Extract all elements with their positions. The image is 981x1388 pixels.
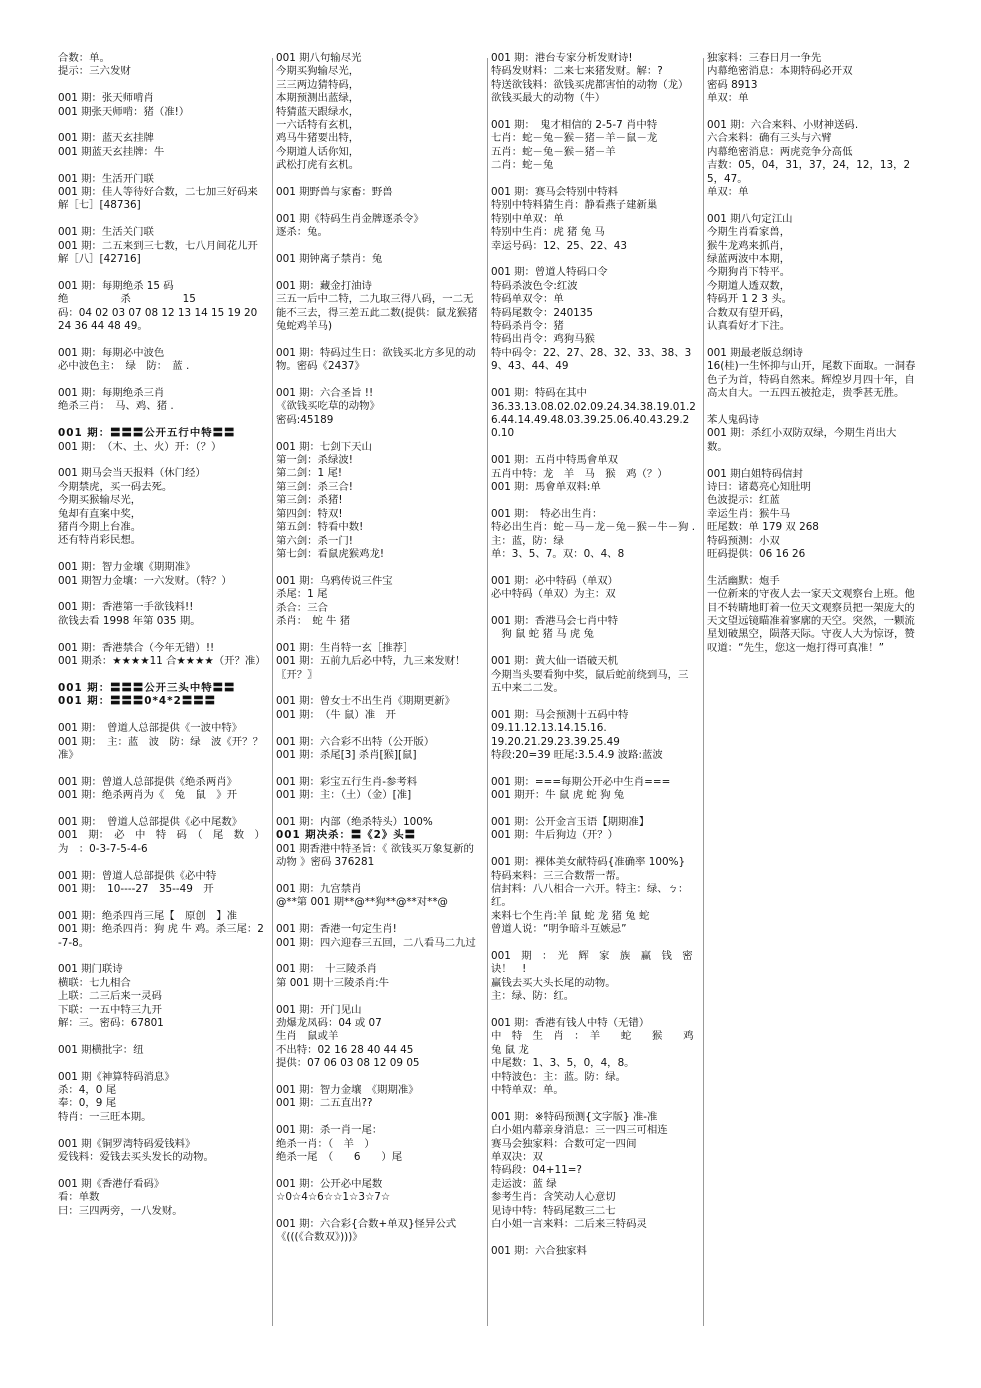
text-line: 主：蓝，防：绿 [491, 534, 564, 547]
text-line [276, 910, 482, 923]
text-line: 001 期：曾道人总部提供《绝杀两肖》 [58, 775, 237, 788]
text-line [491, 494, 697, 507]
text-line [58, 628, 266, 641]
text-line [491, 642, 697, 655]
text-line: 001 期 ： 光 辉 家 族 赢 钱 密诀！ ! [491, 950, 693, 976]
text-line: 001 期智力金壤：一六发财。（特？） [58, 574, 232, 587]
text-line: 001 期：九宫禁肖 [276, 882, 362, 895]
text-line: 001 期最老版总纲诗 [707, 346, 803, 359]
text-line: 001 期：裸体美女献特码{准确率 100%} [491, 856, 686, 869]
text-line: 单双：单 [707, 92, 749, 105]
text-line: 绝杀一尾 （ 6 ）尾 [276, 1151, 403, 1164]
text-line: 绝杀一肖：（ 羊 ） [276, 1137, 375, 1150]
text-line: 解［八］[42716] [58, 253, 141, 266]
text-line: 信封料：八八相合一六开。特主：绿、ㄅ：红。 [491, 882, 689, 909]
text-line: 001 期：每期绝杀三肖 [58, 387, 165, 400]
text-line: 001 期：六合圣旨 !! [276, 387, 374, 400]
text-line: 001 期张天师啃：猪（准!） [58, 105, 190, 118]
text-line: 生活幽默：炮手 [707, 574, 780, 587]
text-line [707, 334, 917, 347]
text-line [276, 950, 482, 963]
text-line: 特码发财料：二来七来猪发财。解：? [491, 65, 663, 78]
text-line: 001 期八句定江山 [707, 212, 793, 225]
text-line [276, 374, 482, 387]
text-line: 第 001 期十三陵杀肖:牛 [276, 976, 390, 989]
text-line: 001 期八句输尽光 [276, 52, 362, 64]
text-line: 001 期：赛马会特别中特料 [491, 186, 619, 199]
text-line: 特码杀肖令：猪 [491, 320, 564, 333]
text-line: 001 期香港中特圣旨：《 欲钱买万象复新的动物 》密码 376281 [276, 842, 474, 869]
text-line: 参考生肖：含笑动人心意切 [491, 1191, 616, 1204]
text-line [276, 628, 482, 641]
text-line [58, 374, 266, 387]
text-line: 合数双有望开码， [707, 306, 791, 319]
text-line: 001 期：绝杀两肖为《 兔 鼠 》开 [58, 789, 237, 802]
text-line: 提示：三六发财 [58, 65, 131, 78]
text-line: 杀肖： 蛇 牛 猪 [276, 614, 351, 627]
text-line [707, 561, 917, 574]
text-line: 解：三。密码：67801 [58, 1016, 164, 1029]
text-line: 第四剑：特双! [276, 507, 343, 520]
text-line: 001 期蓝天玄挂牌：牛 [58, 145, 165, 158]
text-line [58, 159, 266, 172]
text-line: 001 期：特码过生日：欲钱买北方多见的动物。密码《2437》 [276, 346, 476, 373]
text-line: 36.33.13.08.02.02.09.24.34.38.19.01.26.44.14.49.48.03.39.25.06.40.43.29.20.10 [491, 400, 696, 440]
text-line [491, 843, 697, 856]
text-line: 赢钱去买大头长尾的动物。 [491, 976, 616, 989]
text-line: 六合来料：确有三头与六臂 [707, 132, 832, 145]
text-line: 001 期：香港一句定生肖! [276, 923, 397, 936]
text-line: 特段:20=39 旺尾:3.5.4.9 波路:蓝波 [491, 748, 663, 761]
text-line: 单双决：双 [491, 1151, 543, 1164]
text-line: 001 期：蓝天玄挂牌 [58, 132, 154, 145]
text-line: 001 期《特码生肖金牌逐杀令》 [276, 212, 424, 225]
column-divider-2 [487, 58, 488, 1326]
text-line [276, 870, 482, 883]
text-line [707, 454, 917, 467]
text-line: 色波提示：红蓝 [707, 494, 780, 507]
text-line [58, 856, 266, 869]
text-line [58, 548, 266, 561]
text-line: 001 期：黄大仙一语破天机 [491, 655, 619, 668]
text-line: 001 期：六合彩{合数+单双}怪异公式 [276, 1218, 457, 1231]
text-line: 独家料：三春日月一争先 [707, 52, 822, 64]
text-line [58, 414, 266, 427]
text-line [58, 896, 266, 909]
text-line: 一六话特有玄机， [276, 119, 360, 132]
text-line: 001 期白姐特码信封 [707, 467, 803, 480]
text-line: 苯人鬼码诗 [707, 413, 759, 426]
text-line: 中特单双：单。 [491, 1084, 564, 1097]
text-line: 内幕绝密消息：两虎竞争分高低 [707, 145, 853, 158]
text-line: 001 期：香港马会七肖中特 [491, 614, 619, 627]
text-line: 中特波色：主：蓝。防：绿。 [491, 1070, 627, 1083]
text-line: 001 期：开门见山 [276, 1003, 362, 1016]
text-line: 第三剑：杀猪! [276, 494, 343, 507]
text-line: 赛马会独家料：合数可定一四间 [491, 1137, 637, 1150]
text-column-2 [276, 52, 482, 1245]
text-line: 旺尾数：单 179 双 268 [707, 521, 819, 534]
text-line [58, 669, 266, 682]
text-line: 001 期：杀一肖一尾： [276, 1124, 383, 1137]
text-line: 第二剑：1 尾! [276, 467, 343, 480]
text-line: 密码 8913 [707, 78, 758, 91]
text-line: 第一剑：杀绿波! [276, 454, 353, 467]
text-line [58, 454, 266, 467]
text-line [707, 199, 917, 212]
text-line: 001 期：绝杀四肖三尾【 原创 】准 [58, 909, 237, 922]
text-line [58, 803, 266, 816]
text-line [276, 762, 482, 775]
text-line: 001 期：公开必中尾数 [276, 1177, 383, 1190]
text-line: 内幕绝密消息：本期特码必开双 [707, 65, 853, 78]
text-line: 一位新来的守夜人去一家天文观察台上班。他目不转睛地盯着一位天文观察员把一架庞大的天文望远镜瞄准着寥廓的天空。突然，一颗流星划破黑空，陨落天际。守夜人大为惊讶，赞叹道：“先生，您这一炮打得可真准！” [707, 588, 915, 654]
text-line: 001 期：特码在其中 [491, 387, 587, 400]
text-line: 001 期：香港有钱人中特（无错） [491, 1017, 650, 1030]
text-line: 曾道人说：“明争暗斗互嫉忌” [491, 923, 627, 936]
column-divider-3 [703, 58, 704, 1326]
text-line: 001 期：〓〓〓公开五行中特〓〓 [58, 427, 236, 440]
text-line [491, 561, 697, 574]
text-line: 001 期： 曾道人总部提供《一波中特》 [58, 722, 243, 735]
text-line: 今期买狗输尽光， [276, 65, 360, 78]
text-line: 合数：单。 [58, 52, 110, 64]
text-line: 001 期： （木、土、火）开：（？） [58, 440, 222, 453]
text-line [491, 695, 697, 708]
text-line: 001 期：彩宝五行生肖-参考料 [276, 775, 418, 788]
text-line: 001 期： 鬼才相信的 2-5-7 肖中特 [491, 119, 658, 132]
text-line: 幸运号码：12、25、22、43 [491, 239, 628, 252]
text-line: 001 期： 曾道人总部提供《必中尾数》 [58, 815, 243, 828]
text-line: 001 期横批字：纽 [58, 1043, 144, 1056]
text-line: 码：04 02 03 07 08 12 13 14 15 19 20 24 36 44 48 49。 [58, 306, 261, 333]
text-line: 看：单数 [58, 1191, 100, 1204]
text-line: 001 期：六合来料、小财神送码. [707, 119, 859, 132]
text-line [276, 173, 482, 186]
text-line: 001 期：智力金壤《期期准》 [58, 561, 196, 574]
text-line: 五肖：蛇－兔－猴－猪－羊 [491, 145, 616, 158]
text-line: 密码:45189 [276, 413, 334, 426]
text-line [491, 253, 697, 266]
text-line: 特码预测：小双 [707, 534, 780, 547]
text-line [276, 682, 482, 695]
text-line: 001 期：四六迎春三五回，二八看马二九过 [276, 936, 476, 949]
text-line: 特送欲钱料：欲钱买虎都害怕的动物（龙） 欲钱买最大的动物（牛） [491, 78, 694, 105]
text-line: 19.20.21.29.23.39.25.49 [491, 735, 620, 748]
text-line: 特码杀波色令:红波 [491, 279, 578, 292]
text-line: 001 期： 10----27 35--49 开 [58, 882, 214, 895]
text-line: 横联：七九相合 [58, 976, 131, 989]
text-line: 001 期：张天师啃肖 [58, 92, 154, 105]
text-line [276, 1205, 482, 1218]
text-line: 001 期：牛后狗边（开？） [491, 829, 619, 842]
text-line: 特码出肖令：鸡狗马猴 [491, 333, 595, 346]
text-line: 杀合：三合 [276, 601, 328, 614]
text-line: 001 期：乌鸦传说三件宝 [276, 574, 393, 587]
text-line: 还有特肖彩民想。 [58, 534, 142, 547]
text-line: 001 期：生活关门联 [58, 226, 154, 239]
text-line [491, 173, 697, 186]
text-line: 来料七个生肖:羊 鼠 蛇 龙 猪 兔 蛇 [491, 909, 650, 922]
text-line: 主：绿、防：红。 [491, 990, 575, 1003]
text-line: 绝 杀 15 [58, 293, 196, 306]
text-line: 《(((《合数双》)))》 [276, 1231, 363, 1244]
text-line: 001 期：五前九后必中特，九三来发财！〖开？〗 [276, 655, 466, 681]
text-column-3 [491, 52, 705, 1258]
text-line [276, 333, 482, 346]
text-line [491, 803, 697, 816]
text-line: 001 期：主：（土）（金）[准] [276, 789, 412, 802]
text-line: 诗曰：诸葛亮心知肚明 [707, 480, 811, 493]
text-line: 解［七］[48736] [58, 199, 141, 212]
text-line: 001 期《香港仔看码》 [58, 1177, 165, 1190]
text-line [491, 106, 697, 119]
text-line: 爱钱料：爱钱去买头发长的动物。 [58, 1150, 214, 1163]
text-line: 五肖中特：龙 羊 马 猴 鸡（？） [491, 467, 668, 480]
text-line: 幸运生肖：猴牛马 [707, 507, 791, 520]
text-line: 16(桂)一生怀抑与山开，尾数下面取。一洞春色子为首，特码自然来。辉煌岁月四十年，自高太自大。一五四五被抢走，贵季甚无胜。 [707, 360, 916, 400]
text-line: 七肖：蛇－兔－猴－猪－羊－鼠－龙 [491, 132, 658, 145]
text-line: 二肖：蛇－兔 [491, 159, 554, 172]
text-line: 鸡马牛猪要出特， [276, 132, 360, 145]
text-line: 001 期：〓〓〓公开三头中特〓〓 [58, 681, 236, 694]
text-line: 奉：0，9 尾 [58, 1097, 117, 1110]
text-line: 今期禁虎，买一码去死。 [58, 480, 173, 493]
text-line [491, 441, 697, 454]
text-line [707, 401, 917, 414]
text-line: 001 期：二五直出?? [276, 1097, 373, 1110]
text-line: 逐杀：兔。 [276, 226, 328, 239]
text-line: 001 期：每期绝杀 15 码 [58, 279, 174, 292]
text-line: 武松打虎有玄机。 [276, 159, 360, 172]
text-line: 001 期：佳人等待好合数，二七加三好码来 [58, 186, 258, 199]
text-line [58, 119, 266, 132]
text-line [58, 1164, 266, 1177]
text-line: 09.11.12.13.14.15.16. [491, 722, 607, 735]
text-line: 中尾数：1、3、5，0，4，8。 [491, 1057, 635, 1070]
text-line: 001 期： 主：蓝 波 防：绿 波《开？？准》 [58, 735, 263, 761]
text-line: 001 期门联诗 [58, 963, 123, 976]
text-line: 001 期：香港第一手欲钱料!! [58, 601, 194, 614]
text-line [58, 79, 266, 92]
text-line: 旺码提供：06 16 26 [707, 547, 806, 560]
text-line [58, 709, 266, 722]
text-line: 001 期：※特码预测{文字版} 准-准 [491, 1110, 658, 1123]
text-line: 特必出生肖：蛇－马－龙－兔－猴－牛－狗 . [491, 521, 696, 534]
text-line: 001 期：杀红小双防双绿，今期生肖出大数。 [707, 427, 897, 453]
text-line: 001 期：内部（绝杀特头）100% [276, 815, 433, 828]
text-line: 第五剑：特看中数! [276, 521, 364, 534]
text-line [58, 1124, 266, 1137]
text-line: 特中码令：22、27、28、32、33、38、39、43、44、49 [491, 346, 692, 373]
text-line: 001 期：公开金言玉语【期期准】 [491, 815, 650, 828]
text-line [491, 1232, 697, 1245]
text-line: 001 期：二五来到三七数，七八月间花儿开 [58, 239, 258, 252]
text-line: 今期生肖看家兽， [707, 226, 791, 239]
text-line: 绝杀三肖： 马、鸡、猪 . [58, 400, 174, 413]
text-line: 单：3、5、7。双：0、4、8 [491, 547, 625, 560]
text-line: 第七剑：看鼠虎猴鸡龙! [276, 547, 385, 560]
text-line: 欲钱去看 1998 年第 035 期。 [58, 614, 201, 627]
text-line: 单双：单 [707, 186, 749, 199]
text-line: 001 期：===每期公开必中生肖=== [491, 775, 671, 788]
text-line [491, 937, 697, 950]
text-line: 今期当头要看狗中奖，鼠后蛇前绕到马，三五中来二二发。 [491, 668, 689, 694]
text-line: 特码单双令：单 [491, 293, 564, 306]
text-line: 今期道人话你知， [276, 145, 360, 158]
text-line: 001 期： 特必出生肖： [491, 507, 603, 520]
text-line: 001 期《神算特码消息》 [58, 1070, 175, 1083]
text-line: 曰：三四两旁，一八发财。 [58, 1204, 183, 1217]
text-column-4 [707, 52, 917, 655]
text-line [491, 602, 697, 615]
text-line: 001 期《铜罗湾特码爱钱料》 [58, 1137, 196, 1150]
text-line [276, 990, 482, 1003]
text-line: 必中特码（单双）为主：双 [491, 588, 616, 601]
text-line [491, 762, 697, 775]
text-line [491, 1097, 697, 1110]
text-line: 白小姐一言来料：二后来三特码灵 [491, 1218, 647, 1231]
text-line: 今期道人透双数， [707, 279, 791, 292]
text-line: 特别中特料猜生肖：静看燕子建新巢 [491, 199, 658, 212]
text-line: 001 期：必中特码（单双） [491, 574, 619, 587]
text-line: 001 期：〓〓〓0*4*2〓〓〓 [58, 695, 216, 708]
text-line [58, 213, 266, 226]
text-line: 《欲钱买吃草的动物》 [276, 400, 380, 413]
text-line: 猴牛龙鸡来抓肖， [707, 239, 791, 252]
text-line [276, 427, 482, 440]
text-line: 杀尾：1 尾 [276, 588, 328, 601]
text-line: 见诗中特：特码尾数三二七 [491, 1204, 616, 1217]
text-line: 今期狗肖下特平。 [707, 266, 791, 279]
text-line [276, 1111, 482, 1124]
text-line: 001 期：馬會单双料:单 [491, 480, 601, 493]
text-line: 本期预测出蓝绿， [276, 92, 360, 105]
text-line: 001 期：生活开门联 [58, 172, 154, 185]
text-line: 特别中生肖：虎 猪 兔 马 [491, 226, 605, 239]
text-line: 001 期：杀尾[3] 杀肖[猴][鼠] [276, 748, 417, 761]
text-line: 特码尾数令：240135 [491, 306, 594, 319]
text-line: 001 期：曾道人特码口令 [491, 266, 608, 279]
text-line: 走运波：蓝 绿 [491, 1177, 557, 1190]
text-line [276, 803, 482, 816]
text-line: 001 期：曾道人总部提供《必中特 [58, 869, 217, 882]
text-line: 猪肖今期上台准。 [58, 521, 142, 534]
text-line: 特码段：04+11=? [491, 1164, 582, 1177]
text-line: 001 期：生肖特一玄［推荐］ [276, 641, 414, 654]
text-line: 狗 鼠 蛇 猪 马 虎 兔 [491, 628, 594, 641]
text-line [276, 240, 482, 253]
text-line: 001 期钟离子禁肖：兔 [276, 253, 383, 266]
text-line [58, 1057, 266, 1070]
text-line: 001 期：六合彩不出特（公开版） [276, 735, 435, 748]
text-line [276, 1071, 482, 1084]
text-line: 001 期：智力金壤 《期期准》 [276, 1084, 419, 1096]
text-line: 吉数：05，04，31，37，24，12，13，25，47。 [707, 159, 911, 185]
text-line: 001 期：七剑下天山 [276, 440, 372, 453]
text-line: 生肖 鼠或羊 [276, 1030, 339, 1043]
text-line: 001 期：曾女士不出生肖《期期更新》 [276, 695, 455, 708]
text-line [276, 1164, 482, 1177]
text-line: 001 期：藏金打油诗 [276, 279, 372, 292]
text-line: 001 期： （牛 鼠）准 开 [276, 708, 396, 721]
text-line: 劲爆龙凤码：04 或 07 [276, 1016, 382, 1029]
text-line [707, 106, 917, 119]
text-line: 白小姐内幕亲身消息：三一四三可相连 [491, 1124, 668, 1137]
text-line: 001 期： 必 中 特 码 （ 尾 数 ） 为 ：0-3-7-5-4-6 [58, 829, 271, 855]
text-line: ☆0☆4☆6☆☆1☆3☆7☆ [276, 1191, 391, 1204]
text-line: 001 期开：牛 鼠 虎 蛇 狗 兔 [491, 789, 625, 802]
text-line: 001 期：每期必中波色 [58, 346, 165, 359]
text-line: 必中波色主： 绿 防： 蓝 . [58, 360, 190, 373]
text-line [58, 588, 266, 601]
text-line: 001 期：绝杀四肖：狗 虎 牛 鸡。杀三尾：2-7-8。 [58, 923, 264, 949]
text-line [58, 333, 266, 346]
text-line [491, 374, 697, 387]
text-line: 001 期：五肖中特馬會单双 [491, 454, 619, 467]
text-line [58, 950, 266, 963]
text-line: 下联：一五中特三九开 [58, 1003, 162, 1016]
text-line: 第六剑：杀一门! [276, 534, 353, 547]
text-line: 001 期决杀：〓《2》头〓 [276, 829, 417, 842]
text-line [276, 266, 482, 279]
text-line: 001 期杀：★★★★11 合★★★★（开？准） [58, 655, 266, 668]
text-line: 001 期马会当天报料（休门经） [58, 467, 206, 480]
text-line: 001 期野兽与家畜：野兽 [276, 186, 393, 199]
text-line: 上联：二三后来一灵码 [58, 990, 162, 1003]
text-line: 不出特：02 16 28 40 44 45 [276, 1043, 414, 1056]
text-line [491, 1004, 697, 1017]
text-line: 三三两边猜特码， [276, 78, 360, 91]
text-line [276, 722, 482, 735]
text-line: 001 期：香港禁合（今年无错）!! [58, 641, 215, 654]
text-line: 001 期：马会预测十五码中特 [491, 708, 629, 721]
text-line [276, 561, 482, 574]
text-line: 三五一后中二特，二九取三得八码，一二无能不三去，得三差五此二数(提供：鼠龙猴猪兔蛇鸡羊马) [276, 293, 478, 333]
text-line [58, 1030, 266, 1043]
text-line: 提供：07 06 03 08 12 09 05 [276, 1057, 420, 1070]
text-line: 认真看好才下注。 [707, 320, 791, 333]
text-line: 兔却有直案中奖， [58, 507, 142, 520]
text-line: 第三剑：杀三合! [276, 480, 353, 493]
text-line: 特码开 1 2 3 头。 [707, 293, 792, 306]
text-line [276, 199, 482, 212]
text-line [58, 762, 266, 775]
text-line [58, 266, 266, 279]
text-line: 特码来料：三三合数帮一帮。 [491, 869, 627, 882]
text-line: 特别中单双：单 [491, 212, 564, 225]
text-line: 绿蓝两波中本期， [707, 253, 791, 266]
text-line: 001 期：港台专家分析发财诗! [491, 52, 633, 64]
column-divider-1 [272, 58, 273, 1326]
text-column-1 [58, 52, 271, 1218]
text-line: 中 特 生 肖 ： 羊 蛇 猴 鸡 兔 鼠 龙 [491, 1030, 705, 1056]
text-line: 杀：4，0 尾 [58, 1083, 117, 1096]
text-line: @**第 001 期**@**狗**@**对**@ [276, 896, 448, 909]
text-line: 特肖：一三旺本期。 [58, 1110, 152, 1123]
text-line: 001 期：六合独家料 [491, 1244, 587, 1257]
text-line: 001 期： 十三陵杀肖 [276, 963, 378, 976]
text-line: 特猜蓝天跟绿水， [276, 105, 360, 118]
text-line: 今期买猴输尽光， [58, 494, 142, 507]
